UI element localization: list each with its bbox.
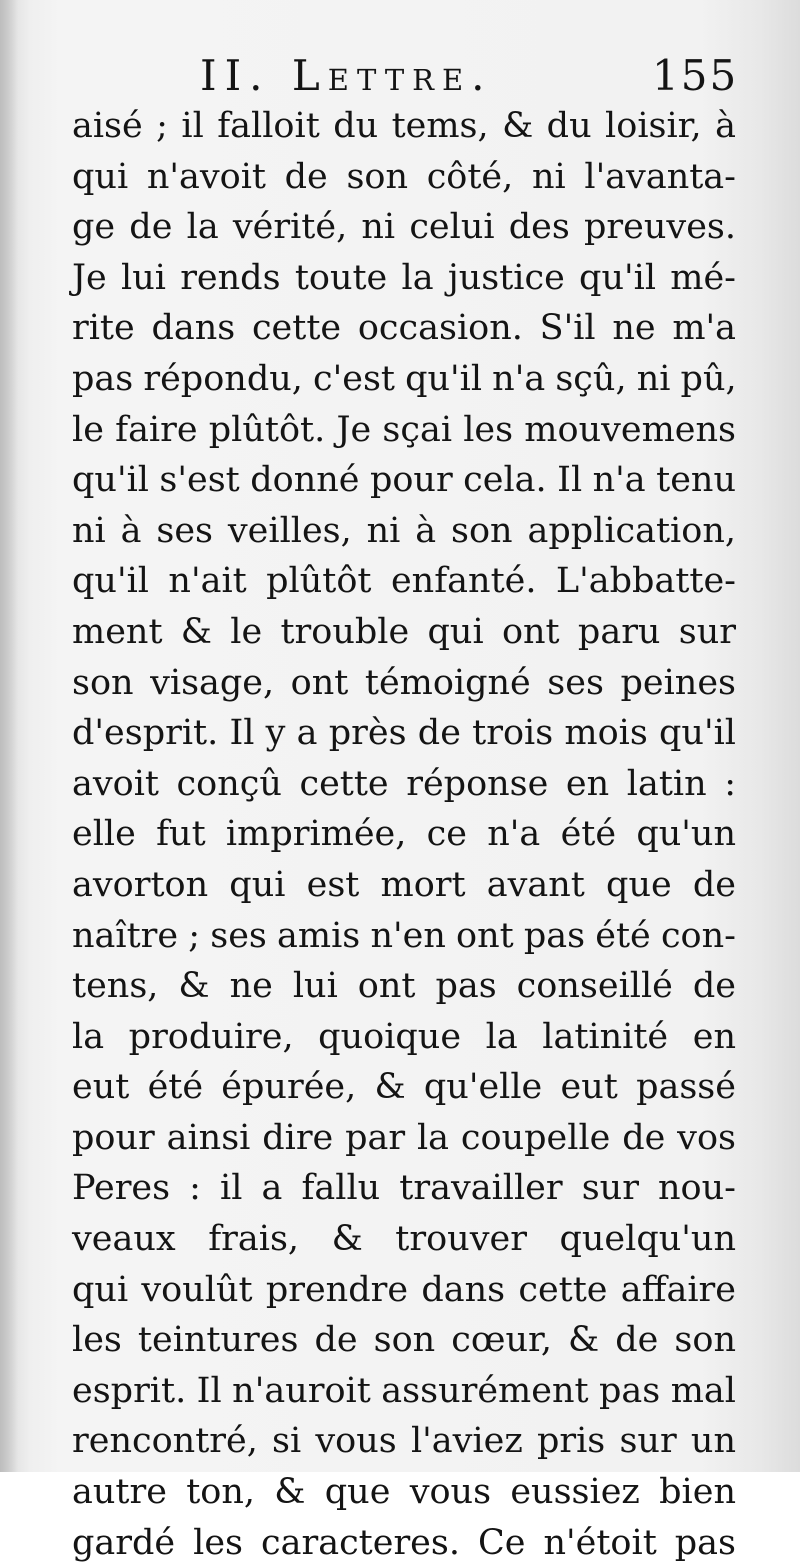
text-line: qu'il s'est donné pour cela. Il n'a tenu — [72, 460, 736, 501]
text-line: Peres : il a fallu travailler sur nou- — [72, 1168, 736, 1209]
text-line: veaux frais, & trouver quelqu'un — [72, 1219, 736, 1260]
text-line: autre ton, & que vous eussiez bien — [72, 1472, 736, 1513]
text-line: Je lui rends toute la justice qu'il mé- — [72, 257, 736, 298]
text-line: aisé ; il falloit du tems, & du loisir, à — [72, 106, 736, 146]
text-line: avorton qui est mort avant que de — [72, 864, 736, 905]
text-line: eut été épurée, & qu'elle eut passé — [72, 1067, 736, 1108]
text-line: d'esprit. Il y a près de trois mois qu'il — [72, 713, 736, 754]
text-line: qu'il n'ait plûtôt enfanté. L'abbatte- — [72, 561, 736, 602]
text-line: esprit. Il n'auroit assurément pas mal — [72, 1370, 736, 1411]
text-line: son visage, ont témoigné ses peines — [72, 662, 736, 703]
page-gutter-shadow — [0, 0, 18, 1472]
text-line: pas répondu, c'est qu'il n'a sçû, ni pû, — [72, 358, 737, 399]
text-line: tens, & ne lui ont pas conseillé de — [72, 966, 736, 1007]
text-line: le faire plûtôt. Je sçai les mouvemens — [72, 409, 736, 450]
text-line: pour ainsi dire par la coupelle de vos — [72, 1117, 736, 1158]
text-line: la produire, quoique la latinité en — [72, 1016, 736, 1057]
text-line: avoit conçû cette réponse en latin : — [72, 763, 736, 804]
text-line: qui n'avoit de son côté, ni l'avanta- — [72, 156, 736, 197]
running-head — [0, 46, 800, 106]
text-line: rencontré, si vous l'aviez pris sur un — [72, 1421, 736, 1462]
text-line: elle fut imprimée, ce n'a été qu'un — [72, 814, 736, 855]
running-head-title: II. Lettre. — [200, 51, 493, 100]
body-text — [72, 101, 736, 1568]
text-line: ge de la vérité, ni celui des preuves. — [72, 207, 736, 248]
text-line: ment & le trouble qui ont paru sur — [72, 611, 736, 652]
text-line: naître ; ses amis n'en ont pas été con- — [72, 915, 736, 956]
text-line: les teintures de son cœur, & de son — [72, 1320, 736, 1361]
page-number: 155 — [652, 51, 739, 100]
text-line: gardé les caracteres. Ce n'étoit pas — [72, 1522, 736, 1563]
text-line: ni à ses veilles, ni à son application, — [72, 510, 736, 551]
text-line: qui voulût prendre dans cette affaire — [72, 1269, 736, 1310]
text-line: rite dans cette occasion. S'il ne m'a — [72, 308, 736, 349]
